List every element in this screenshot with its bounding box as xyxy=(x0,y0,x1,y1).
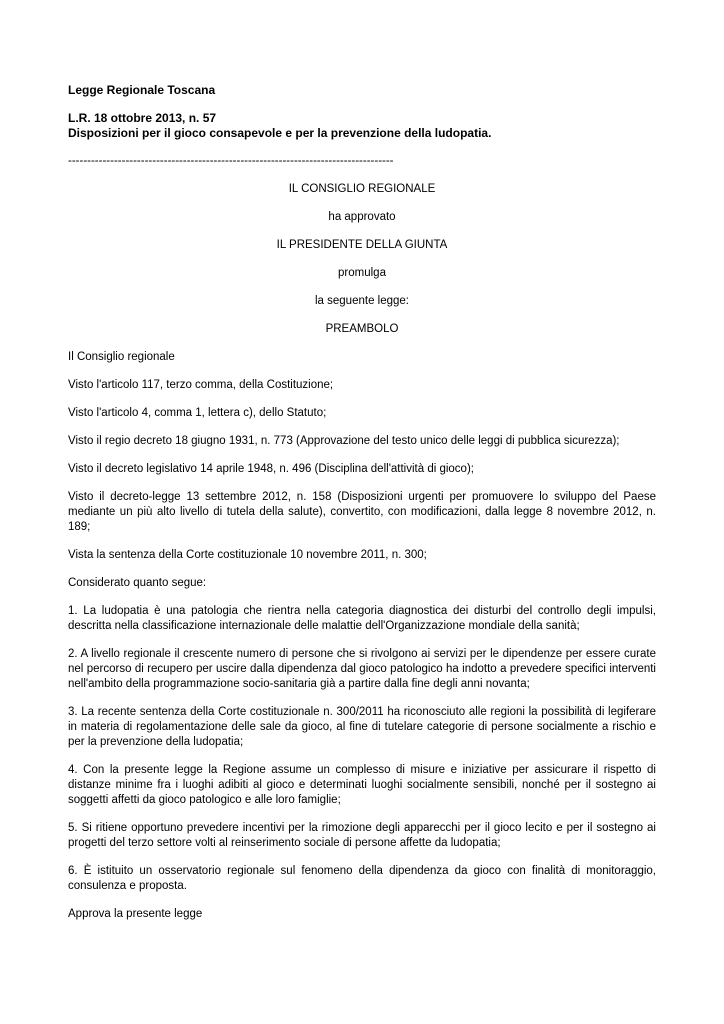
paragraph-approva: Approva la presente legge xyxy=(68,908,203,920)
centered-line-consiglio-regionale: IL CONSIGLIO REGIONALE xyxy=(288,183,436,195)
paragraph-visto-regio-decreto: Visto il regio decreto 18 giugno 1931, n. 773 (Approvazione del testo unico delle leggi di pubblica sicurezza); xyxy=(68,435,620,447)
centered-line-promulga: promulga xyxy=(338,267,386,279)
centered-line-ha-approvato: ha approvato xyxy=(328,211,396,223)
separator-line: ------------------------------------------------------------------------------------- xyxy=(68,155,394,167)
law-ref: L.R. 18 ottobre 2013, n. 57 xyxy=(68,111,217,125)
paragraph-vista-sentenza: Vista la sentenza della Corte costituzionale 10 novembre 2011, n. 300; xyxy=(68,549,427,561)
doc-title: Legge Regionale Toscana xyxy=(68,83,216,97)
centered-line-seguente-legge: la seguente legge: xyxy=(315,295,409,307)
paragraph-punto-2: 2. A livello regionale il crescente numero di persone che si rivolgono ai servizi per le dipendenze per essere curate nel percorso di recupero per uscire dalla dipendenza dal gioco patologico ha indotto a prevedere specifici interventi nell'ambito della programmazione socio-sanitaria già a partire dalla fine degli anni novanta; xyxy=(68,648,656,690)
paragraph-consiglio-regionale: Il Consiglio regionale xyxy=(68,351,175,363)
paragraph-punto-4: 4. Con la presente legge la Regione assume un complesso di misure e iniziative per assicurare il rispetto di distanze minime fra i luoghi adibiti al gioco e determinati luoghi socialmente sensibili, nonché per il sostegno ai soggetti affetti da gioco patologico e alle loro famiglie; xyxy=(68,764,656,806)
centered-line-presidente-giunta: IL PRESIDENTE DELLA GIUNTA xyxy=(276,239,448,251)
paragraph-visto-decreto-legge: Visto il decreto-legge 13 settembre 2012, n. 158 (Disposizioni urgenti per promuovere lo sviluppo del Paese mediante un più alto livello di tutela della salute), convertito, con modificazioni, dalla legge 8 novembre 2012, n. 189; xyxy=(68,491,656,533)
paragraph-punto-3: 3. La recente sentenza della Corte costituzionale n. 300/2011 ha riconosciuto alle regioni la possibilità di legiferare in materia di regolamentazione delle sale da gioco, al fine di tutelare categorie di persone socialmente a rischio e per la prevenzione della ludopatia; xyxy=(68,706,656,748)
paragraph-punto-1: 1. La ludopatia è una patologia che rientra nella categoria diagnostica dei disturbi del controllo degli impulsi, descritta nella classificazione internazionale delle malattie dell'Organizzazione mondiale della sanità; xyxy=(68,605,656,632)
centered-line-preambolo: PREAMBOLO xyxy=(325,323,399,335)
paragraph-punto-6: 6. È istituito un osservatorio regionale sul fenomeno della dipendenza da gioco con finalità di monitoraggio, consulenza e proposta. xyxy=(68,865,656,892)
paragraph-visto-statuto: Visto l'articolo 4, comma 1, lettera c), dello Statuto; xyxy=(68,407,327,419)
law-subject: Disposizioni per il gioco consapevole e per la prevenzione della ludopatia. xyxy=(68,126,492,140)
paragraph-visto-decreto-legislativo: Visto il decreto legislativo 14 aprile 1948, n. 496 (Disciplina dell'attività di gioco); xyxy=(68,463,474,475)
law-title-block xyxy=(68,111,656,141)
paragraph-considerato: Considerato quanto segue: xyxy=(68,577,207,589)
paragraph-punto-5: 5. Si ritiene opportuno prevedere incentivi per la rimozione degli apparecchi per il gioco lecito e per il sostegno ai progetti del terzo settore volti al reinserimento sociale di persone affette da ludopatia; xyxy=(68,822,656,849)
paragraph-visto-costituzione: Visto l'articolo 117, terzo comma, della Costituzione; xyxy=(68,379,334,391)
